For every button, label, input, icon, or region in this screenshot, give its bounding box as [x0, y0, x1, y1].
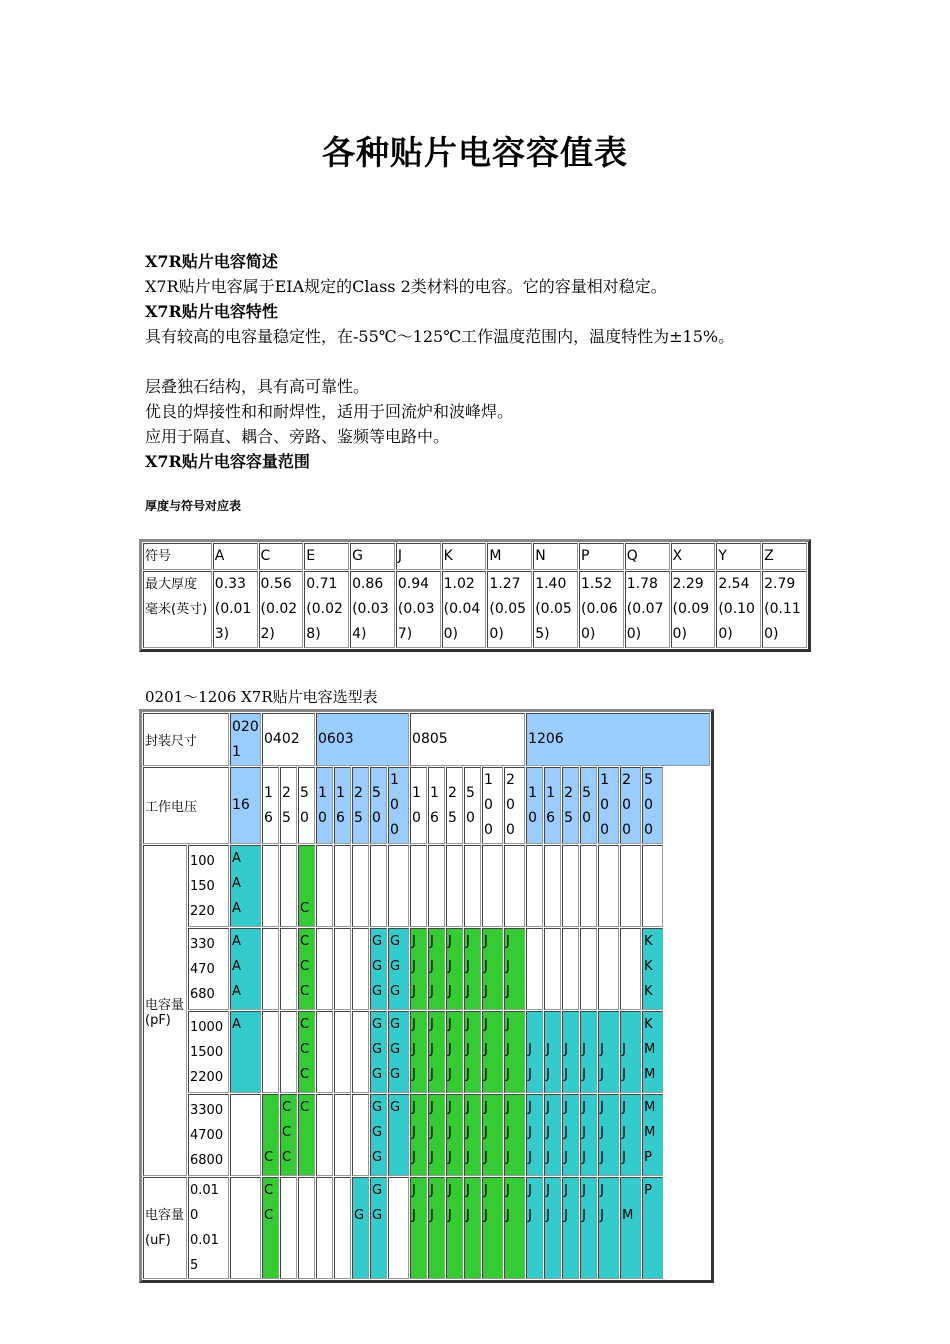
capacitance-value: 1000 — [190, 1019, 224, 1035]
thickness-code-cell — [428, 1094, 445, 1176]
thickness-code-cell — [620, 1011, 641, 1093]
symbol-cell: E — [304, 543, 349, 570]
thickness-code-cell — [280, 1094, 297, 1176]
thickness-code-cell — [280, 845, 297, 927]
thickness-code-cell — [526, 1094, 543, 1176]
thickness-code-cell — [562, 1177, 579, 1279]
package-0201: 0201 — [230, 713, 261, 766]
thickness-code: J J J — [466, 934, 470, 999]
thickness-code-cell — [482, 1011, 503, 1093]
thickness-code-cell — [388, 1011, 409, 1093]
thickness-code: J J J — [448, 934, 452, 999]
section-heading-overview: X7R贴片电容简述 — [145, 252, 278, 271]
thickness-code-cell — [464, 1094, 481, 1176]
thickness-code-cell — [388, 928, 409, 1010]
thickness-code-cell — [280, 1177, 297, 1279]
thickness-code-cell — [598, 928, 619, 1010]
thickness-cell: 2.29(0.090) — [671, 571, 716, 648]
voltage-cell: 25 — [562, 767, 579, 844]
thickness-code-cell — [580, 845, 597, 927]
thickness-code-cell — [388, 1094, 409, 1176]
thickness-cell: 1.52(0.060) — [579, 571, 624, 648]
thickness-code-cell — [352, 1011, 369, 1093]
thickness-code-cell — [410, 928, 427, 1010]
thickness-code-cell — [446, 1177, 463, 1279]
thickness-code-cell — [446, 1011, 463, 1093]
voltage-cell: 100 — [482, 767, 503, 844]
selection-table-title: 0201～1206 X7R贴片电容选型表 — [145, 688, 378, 706]
symbol-cell: Y — [716, 543, 761, 570]
capacitance-pf-row — [143, 928, 710, 1010]
thickness-code: C C C — [300, 934, 310, 999]
thickness-code-cell — [316, 1094, 333, 1176]
thickness-code: J J J — [412, 934, 416, 999]
capacitance-values — [188, 1094, 229, 1176]
thickness-code: J J J — [412, 1100, 416, 1165]
symbol-cell: X — [671, 543, 716, 570]
voltage-cell: 25 — [446, 767, 463, 844]
thickness-code-cell — [262, 1177, 279, 1279]
thickness-code-cell — [580, 1011, 597, 1093]
thickness-code-cell — [428, 1011, 445, 1093]
thickness-code: J J J — [484, 1017, 488, 1082]
thickness-code-cell — [464, 1177, 481, 1279]
thickness-code: J J — [582, 1042, 586, 1082]
thickness-code-cell — [598, 1177, 619, 1279]
thickness-code: J J J — [448, 1100, 452, 1165]
thickness-code-cell — [598, 1094, 619, 1176]
thickness-code: J J — [600, 1042, 604, 1082]
thickness-code: C — [264, 1150, 274, 1165]
thickness-code-cell — [526, 1177, 543, 1279]
package-1206: 1206 — [526, 713, 710, 766]
symbol-cell: P — [579, 543, 624, 570]
thickness-code: J J J — [412, 1017, 416, 1082]
thickness-code-cell — [352, 1177, 369, 1279]
thickness-code-cell — [620, 1094, 641, 1176]
thickness-code-cell — [316, 1011, 333, 1093]
thickness-code: G G G — [390, 934, 401, 999]
thickness-code-cell — [334, 1011, 351, 1093]
thickness-code-cell — [230, 845, 261, 927]
thickness-code-cell — [410, 1177, 427, 1279]
thickness-code: J J J — [582, 1100, 586, 1165]
thickness-code: J J J — [466, 1100, 470, 1165]
voltage-cell: 16 — [544, 767, 561, 844]
thickness-code-cell — [504, 1094, 525, 1176]
thickness-code: J J J — [546, 1100, 550, 1165]
voltage-cell: 500 — [642, 767, 663, 844]
package-0603: 0603 — [316, 713, 409, 766]
voltage-cell: 10 — [316, 767, 333, 844]
thickness-code: C — [300, 1100, 310, 1115]
thickness-code: J J J — [528, 1100, 532, 1165]
feature-applications: 应用于隔直、耦合、旁路、鉴频等电路中。 — [145, 427, 450, 446]
thickness-code-cell — [230, 928, 261, 1010]
thickness-code: J J J — [430, 934, 434, 999]
voltage-cell: 16 — [428, 767, 445, 844]
thickness-code: J J — [466, 1183, 470, 1223]
thickness-code: A A A — [232, 851, 241, 916]
thickness-code-cell — [388, 1177, 409, 1279]
capacitance-value: 0.015 — [190, 1233, 219, 1273]
thickness-code-cell — [580, 1177, 597, 1279]
thickness-code: G — [354, 1208, 365, 1223]
thickness-code: P — [644, 1183, 652, 1198]
thickness-code-cell — [580, 1094, 597, 1176]
thickness-code-cell — [642, 928, 663, 1010]
capacitance-pf-row — [143, 1094, 710, 1176]
capacitance-value: 0.010 — [190, 1183, 219, 1223]
thickness-code-cell — [370, 928, 387, 1010]
thickness-code-cell — [334, 928, 351, 1010]
thickness-code: J J J — [622, 1100, 626, 1165]
thickness-code-cell — [370, 1177, 387, 1279]
thickness-code-cell — [504, 928, 525, 1010]
thickness-code-cell — [446, 1094, 463, 1176]
thickness-code-cell — [262, 1011, 279, 1093]
pf-label: 电容量(pF) — [143, 845, 187, 1176]
thickness-code-cell — [544, 928, 561, 1010]
voltage-cell: 16 — [230, 767, 261, 844]
thickness-code-cell — [504, 845, 525, 927]
feature-structure: 层叠独石结构，具有高可靠性。 — [145, 377, 370, 396]
thickness-code: J J — [506, 1183, 510, 1223]
voltage-cell: 100 — [388, 767, 409, 844]
thickness-code-cell — [446, 928, 463, 1010]
thickness-code-cell — [298, 1011, 315, 1093]
capacitance-value: 6800 — [190, 1152, 224, 1168]
thickness-code-cell — [482, 845, 503, 927]
thickness-code: M — [622, 1208, 634, 1223]
thickness-code-cell — [334, 845, 351, 927]
thickness-code: J J — [582, 1183, 586, 1223]
thickness-code: K K K — [644, 934, 653, 999]
feature-soldering: 优良的焊接性和和耐焊性，适用于回流炉和波峰焊。 — [145, 402, 514, 421]
thickness-code: J J — [412, 1183, 416, 1223]
thickness-code-cell — [316, 928, 333, 1010]
thickness-code: J J J — [506, 934, 510, 999]
thickness-code-cell — [598, 845, 619, 927]
thickness-code: C C C — [282, 1100, 292, 1165]
symbol-cell: N — [533, 543, 578, 570]
thickness-code-cell — [642, 1011, 663, 1093]
thickness-code-cell — [298, 1177, 315, 1279]
thickness-code-cell — [620, 845, 641, 927]
thickness-code-cell — [410, 1094, 427, 1176]
capacitance-value: 470 — [190, 961, 215, 977]
thickness-cell: 1.27(0.050) — [487, 571, 532, 648]
thickness-code: J J J — [506, 1017, 510, 1082]
selection-table — [139, 709, 714, 1283]
capacitance-value: 1500 — [190, 1044, 224, 1060]
thickness-code-cell — [482, 1177, 503, 1279]
voltage-cell: 16 — [334, 767, 351, 844]
voltage-cell: 10 — [526, 767, 543, 844]
thickness-code-cell — [410, 845, 427, 927]
capacitance-values — [188, 928, 229, 1010]
voltage-cell: 200 — [504, 767, 525, 844]
thickness-code-cell — [504, 1011, 525, 1093]
thickness-code: M M P — [644, 1100, 656, 1165]
thickness-code-cell — [316, 845, 333, 927]
thickness-code: J J — [546, 1042, 550, 1082]
thickness-code-cell — [504, 1177, 525, 1279]
thickness-code: C — [300, 901, 310, 916]
capacitance-values — [188, 1011, 229, 1093]
voltage-label: 工作电压 — [143, 767, 229, 844]
thickness-cell: 0.33(0.013) — [213, 571, 258, 648]
voltage-cell: 50 — [580, 767, 597, 844]
symbol-cell: C — [259, 543, 304, 570]
thickness-code: K M M — [644, 1017, 656, 1082]
thickness-code-cell — [280, 928, 297, 1010]
symbol-cell: G — [350, 543, 395, 570]
thickness-code-cell — [298, 1094, 315, 1176]
thickness-code: G G G — [372, 934, 383, 999]
thickness-code-cell — [388, 845, 409, 927]
thickness-code: J J — [448, 1183, 452, 1223]
thickness-code: J J — [546, 1183, 550, 1223]
voltage-cell: 25 — [280, 767, 297, 844]
capacitance-value: 680 — [190, 986, 215, 1002]
thickness-code-cell — [464, 928, 481, 1010]
voltage-cell: 50 — [298, 767, 315, 844]
thickness-code-cell — [464, 845, 481, 927]
thickness-code: G G G — [372, 1100, 383, 1165]
thickness-code: J J J — [430, 1100, 434, 1165]
thickness-code: J J — [528, 1183, 532, 1223]
thickness-code: J J J — [506, 1100, 510, 1165]
capacitance-value: 4700 — [190, 1127, 224, 1143]
thickness-code-cell — [562, 928, 579, 1010]
section-heading-features: X7R贴片电容特性 — [145, 302, 278, 321]
capacitance-values — [188, 845, 229, 927]
symbol-cell: Q — [625, 543, 670, 570]
capacitance-pf-row — [143, 1011, 710, 1093]
thickness-code-cell — [428, 928, 445, 1010]
thickness-code-cell — [482, 928, 503, 1010]
thickness-cell: 1.40(0.055) — [533, 571, 578, 648]
thickness-code-cell — [428, 1177, 445, 1279]
thickness-code-cell — [642, 1177, 663, 1279]
thickness-code: J J J — [484, 1100, 488, 1165]
thickness-code-cell — [370, 1094, 387, 1176]
thickness-code-cell — [352, 1094, 369, 1176]
package-0402: 0402 — [262, 713, 315, 766]
capacitance-value: 330 — [190, 936, 215, 952]
symbol-label: 符号 — [143, 543, 212, 570]
thickness-code-cell — [464, 1011, 481, 1093]
thickness-code-cell — [316, 1177, 333, 1279]
thickness-code: J J J — [564, 1100, 568, 1165]
package-row — [143, 713, 710, 766]
symbol-cell: K — [442, 543, 487, 570]
thickness-value-row — [143, 571, 807, 648]
thickness-code-cell — [562, 1094, 579, 1176]
voltage-cell: 200 — [620, 767, 641, 844]
thickness-code-cell — [262, 845, 279, 927]
thickness-code-cell — [562, 1011, 579, 1093]
thickness-code: J J J — [448, 1017, 452, 1082]
symbol-cell: J — [396, 543, 441, 570]
thickness-cell: 0.71(0.028) — [304, 571, 349, 648]
thickness-code-cell — [230, 1177, 261, 1279]
voltage-cell: 10 — [410, 767, 427, 844]
capacitance-value: 100 — [190, 853, 215, 869]
section-heading-range: X7R贴片电容容量范围 — [145, 452, 310, 471]
thickness-code-cell — [526, 928, 543, 1010]
thickness-code: G G G — [372, 1017, 383, 1082]
thickness-code-cell — [280, 1011, 297, 1093]
thickness-code-cell — [544, 845, 561, 927]
thickness-code: J J J — [600, 1100, 604, 1165]
thickness-code-cell — [642, 845, 663, 927]
thickness-cell: 1.02(0.040) — [442, 571, 487, 648]
symbol-cell: M — [487, 543, 532, 570]
thickness-code: A A A — [232, 934, 241, 999]
thickness-code-cell — [544, 1011, 561, 1093]
thickness-code-cell — [482, 1094, 503, 1176]
thickness-cell: 0.56(0.022) — [259, 571, 304, 648]
capacitance-value: 150 — [190, 878, 215, 894]
thickness-code: J J J — [466, 1017, 470, 1082]
thickness-code-cell — [298, 845, 315, 927]
thickness-code-cell — [526, 1011, 543, 1093]
thickness-code: C C — [264, 1183, 274, 1223]
thickness-table — [139, 539, 811, 652]
thickness-cell: 0.94(0.037) — [396, 571, 441, 648]
capacitance-value: 2200 — [190, 1069, 224, 1085]
voltage-cell: 100 — [598, 767, 619, 844]
voltage-cell: 50 — [464, 767, 481, 844]
thickness-code: J J J — [484, 934, 488, 999]
package-label: 封装尺寸 — [143, 713, 229, 766]
thickness-code: J J — [484, 1183, 488, 1223]
thickness-code: J J — [528, 1042, 532, 1082]
thickness-code: C C C — [300, 1017, 310, 1082]
capacitance-values — [188, 1177, 229, 1279]
thickness-code-cell — [230, 1011, 261, 1093]
thickness-cell: 0.86(0.034) — [350, 571, 395, 648]
thickness-code-cell — [334, 1094, 351, 1176]
thickness-code-cell — [230, 1094, 261, 1176]
page-title: 各种贴片电容容值表 — [322, 133, 628, 172]
thickness-code-cell — [262, 1094, 279, 1176]
thickness-code-cell — [544, 1177, 561, 1279]
thickness-code-cell — [620, 1177, 641, 1279]
symbol-cell: Z — [762, 543, 807, 570]
voltage-cell: 16 — [262, 767, 279, 844]
thickness-code-cell — [562, 845, 579, 927]
thickness-code-cell — [446, 845, 463, 927]
thickness-code: J J — [600, 1183, 604, 1223]
thickness-cell: 2.79(0.110) — [762, 571, 807, 648]
overview-text: X7R贴片电容属于EIA规定的Class 2类材料的电容。它的容量相对稳定。 — [145, 277, 667, 296]
thickness-cell: 2.54(0.100) — [716, 571, 761, 648]
capacitance-value: 3300 — [190, 1102, 224, 1118]
thickness-code-cell — [334, 1177, 351, 1279]
capacitance-pf-row — [143, 845, 710, 927]
thickness-code: J J J — [430, 1017, 434, 1082]
thickness-code-cell — [370, 845, 387, 927]
thickness-cell: 1.78(0.070) — [625, 571, 670, 648]
thickness-code-cell — [262, 928, 279, 1010]
thickness-code-cell — [642, 1094, 663, 1176]
thickness-symbol-row — [143, 543, 807, 570]
feature-stability: 具有较高的电容量稳定性，在-55℃～125℃工作温度范围内，温度特性为±15%。 — [145, 327, 735, 346]
thickness-code-cell — [598, 1011, 619, 1093]
thickness-code-cell — [352, 928, 369, 1010]
uf-label: 电容量(uF) — [143, 1177, 187, 1279]
thickness-code: A — [232, 1017, 241, 1032]
thickness-code: J J — [430, 1183, 434, 1223]
voltage-row — [143, 767, 710, 844]
thickness-table-title: 厚度与符号对应表 — [145, 499, 242, 513]
voltage-cell: 25 — [352, 767, 369, 844]
thickness-code-cell — [298, 928, 315, 1010]
capacitance-uf-row — [143, 1177, 710, 1279]
symbol-cell: A — [213, 543, 258, 570]
voltage-cell: 50 — [370, 767, 387, 844]
thickness-code-cell — [428, 845, 445, 927]
thickness-code-cell — [526, 845, 543, 927]
thickness-code-cell — [544, 1094, 561, 1176]
thickness-code-cell — [620, 928, 641, 1010]
thickness-code: G — [390, 1100, 401, 1115]
thickness-code-cell — [410, 1011, 427, 1093]
thickness-code: J J — [564, 1183, 568, 1223]
capacitance-value: 220 — [190, 903, 215, 919]
thickness-label: 最大厚度毫米(英寸) — [143, 571, 212, 648]
thickness-code: G G G — [390, 1017, 401, 1082]
package-0805: 0805 — [410, 713, 525, 766]
thickness-code: G G — [372, 1183, 383, 1223]
thickness-code-cell — [580, 928, 597, 1010]
thickness-code-cell — [352, 845, 369, 927]
thickness-code-cell — [370, 1011, 387, 1093]
thickness-code: J J — [564, 1042, 568, 1082]
thickness-code: J J — [622, 1042, 626, 1082]
